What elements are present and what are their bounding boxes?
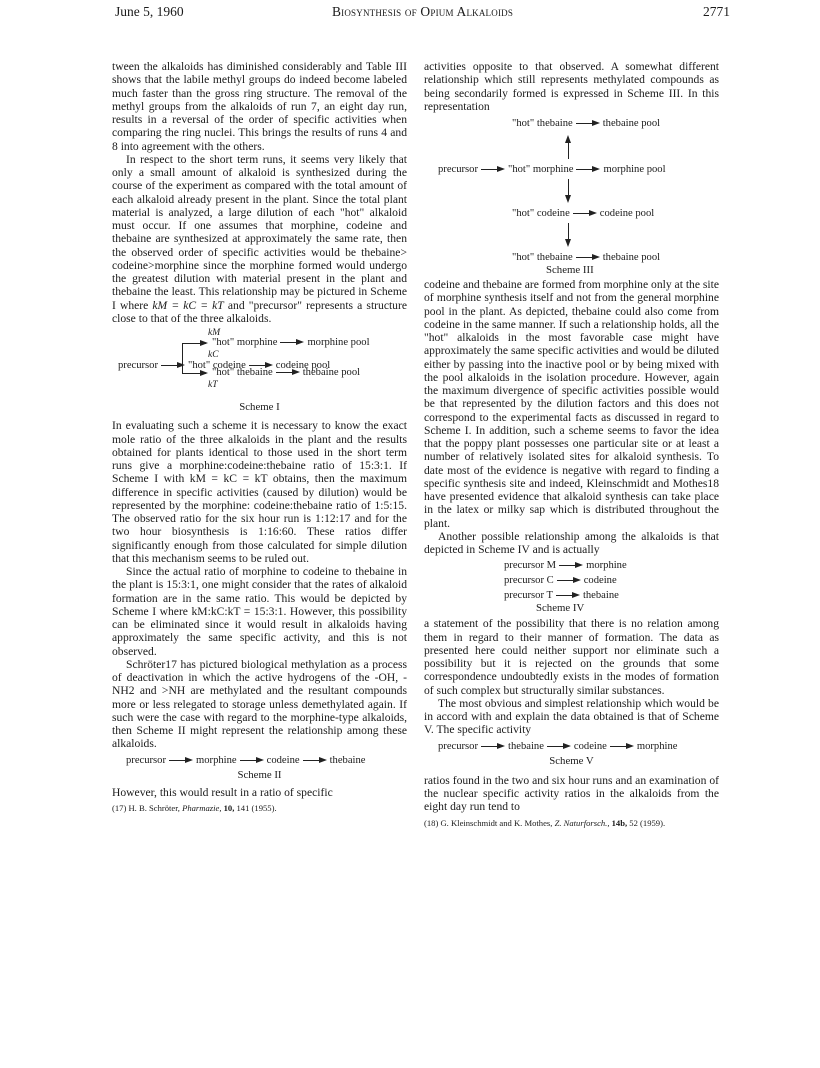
right-paragraph-2: codeine and thebaine are formed from morphine only at the site of morphine synthesis itself and not from the general morphine pool in the plant. As depicted, thebaine could also come from codeine in the same manner. If such a relationship holds, all the "hot" alkaloids in the most favorable case might have approximately the same specific activities and would be diluted either by passing into the inactive pool or by being mixed with the pool alkaloids in the isolation procedure. However, again the maximum divergence of specific activities possible would be that represented by the dilution factors and this does not correspond to the experimental facts as discussed in regard to Scheme I. In addition, such a scheme seems to favor the idea that the poppy plant possesses one particular site or at least a number of relatively isolated sites for alkaloid synthesis. To date most of the evidence is negative with regard to finding a specific synthesis site and indeed, Kleinschmidt and Mothes18 have presented evidence that alkaloid synthesis can take place in the latex or milky sap which is distributed throughout the plant. (424, 278, 719, 530)
scheme-1-thebaine-pool: thebaine pool (302, 367, 361, 378)
left-paragraph-1: tween the alkaloids has diminished considerably and Table III shows that the labile methyl groups do indeed become labeled much faster than the gross ring structure. The removal of the methyl groups from the alkaloids of run 7, an eight day run, results in a reversal of the order of specific activities when comparing the ring nuclei. This brings the results of runs 4 and 8 into agreement with the others. (112, 60, 407, 153)
scheme-5-caption: Scheme V (549, 754, 594, 767)
scheme-2-diagram (112, 754, 407, 768)
scheme-4-morphine: morphine (586, 560, 627, 572)
right-column (424, 60, 719, 828)
scheme-3-caption: Scheme III (546, 264, 594, 276)
scheme-2-thebaine: thebaine (329, 754, 366, 766)
footnote-18: (18) G. Kleinschmidt and K. Mothes, Z. Naturforsch., 14b, 52 (1959). (424, 817, 666, 828)
scheme-3-precursor: precursor (438, 164, 479, 175)
left-paragraph-3: In evaluating such a scheme it is necessary to know the exact mole ratio of the three alkaloids in the plant and the results obtained for plants identical to those used in the short term runs give a morphine:codeine:thebaine ratio of 15:3:1. If Scheme I with kM = kC = kT obtains, then the maximum difference in specific activities (caused by dilution) would be represented by the morphine: codeine:thebaine ratio of 1:5:15. The observed ratio for the six hour run is 1:12:17 and for the two hour biosynthesis is 1:16:60. These ratios differ significantly enough from those calculated for simple dilution that this mechanism seems to be ruled out. (112, 419, 407, 565)
footnote-17: (17) H. B. Schröter, Pharmazie, 10, 141 (1955). (112, 803, 277, 813)
scheme-2-precursor: precursor (126, 754, 167, 766)
left-paragraph-5: Schröter17 has pictured biological methylation as a process of deactivation in which the active hydrogens of the -OH, -NH2 and >NH are methylated and the resultant compounds more or less relegated to storage unless demethylated again. If such were the case with regard to the morphine-type alkaloids, then Scheme II might represent the relationship among these alkaloids. (112, 657, 407, 751)
scheme-1-diagram (112, 327, 407, 399)
rate-equality: kM = kC = kT (152, 298, 224, 312)
left-paragraph-2: In respect to the short term runs, it seems very likely that only a small amount of alkaloid is synthesized during the course of the experiment as compared with the total amount of each alkaloid already present in the plant. Since the total plant material is analyzed, a large dilution of each "hot" alkaloid must occur. If one assumes that morphine, codeine and thebaine are synthesized at approximately the same rate, then the observed order of specific activities would be thebaine> codeine>morphine since the morphine formed would undergo the greatest dilution with material present in the plant and thebaine the least. This relationship may be pictured in Scheme I where kM = kC = kT and "precursor" represents a structure close to that of the three alkaloids. (112, 152, 407, 325)
right-paragraph-3: Another possible relationship among the alkaloids is that depicted in Scheme IV and is actually (424, 529, 719, 556)
scheme-4-precursor-t: precursor T (504, 590, 553, 602)
header-date: June 5, 1960 (115, 4, 184, 19)
scheme-3-hot-thebaine-top: "hot" thebaine (512, 118, 573, 129)
scheme-4-thebaine: thebaine (582, 590, 619, 602)
scheme-4-precursor-m: precursor M (504, 560, 557, 572)
scheme-5-precursor: precursor (438, 740, 479, 752)
scheme-4-precursor-c: precursor C (504, 575, 554, 587)
scheme-3-thebaine-pool-top: thebaine pool (602, 118, 661, 129)
left-paragraph-4: Since the actual ratio of morphine to codeine to thebaine in the plant is 15:3:1, one might consider that the rates of alkaloid formation are in the same ratio. This would be depicted by Scheme I where kM:kC:kT = 15:3:1. However, this possibility can be eliminated since it would result in alkaloids having approximately the same specific activity, and this is not observed. (112, 565, 407, 658)
right-paragraph-6: ratios found in the two and six hour runs and an examination of the nuclear specific activity ratios in the alkaloids from the eight day run tend to (424, 773, 719, 814)
scheme-5-diagram (424, 740, 719, 754)
scheme-1-kM: kM (208, 328, 221, 338)
scheme-1-precursor: precursor (118, 360, 159, 371)
scheme-1-kC: kC (208, 350, 219, 360)
scheme-1-hot-morphine: "hot" morphine (212, 337, 278, 348)
scheme-5-morphine: morphine (636, 740, 678, 752)
scheme-4-diagram (424, 559, 719, 615)
scheme-3-hot-morphine: "hot" morphine (508, 164, 574, 175)
running-header (115, 4, 730, 20)
scheme-3-hot-thebaine-bottom: "hot" thebaine (512, 252, 573, 263)
scheme-2-morphine: morphine (196, 754, 237, 766)
header-title: Biosynthesis of Opium Alkaloids (331, 4, 514, 19)
left-column (112, 60, 407, 814)
right-paragraph-5: The most obvious and simplest relationship which would be in accord with and explain the data obtained is that of Scheme V. The specific activity (424, 696, 719, 737)
scheme-4-codeine: codeine (583, 575, 617, 587)
scheme-3-morphine-pool: morphine pool (603, 164, 666, 175)
scheme-1-caption: Scheme I (239, 401, 280, 413)
scheme-1-hot-codeine: "hot" codeine (188, 360, 246, 371)
scheme-1-kT: kT (208, 380, 218, 390)
scheme-5-thebaine: thebaine (508, 740, 544, 752)
right-paragraph-4: a statement of the possibility that there is no relation among them in regard to their manner of formation. The data as presented here could neither support nor eliminate such a possibility but it is rejected on the grounds that some correspondence undoubtedly exists in the modes of formation of such complex but structurally similar substances. (424, 617, 719, 697)
scheme-3-thebaine-pool-bottom: thebaine pool (602, 252, 661, 263)
left-paragraph-6: However, this would result in a ratio of specific (112, 785, 333, 799)
scheme-1-codeine-pool: codeine pool (275, 360, 331, 371)
scheme-5-codeine: codeine (573, 740, 607, 752)
scheme-3-codeine-pool: codeine pool (599, 208, 655, 219)
scheme-1-morphine-pool: morphine pool (307, 337, 370, 348)
scheme-2-caption: Scheme II (237, 768, 282, 781)
scheme-3-diagram (424, 117, 719, 277)
header-page-number: 2771 (703, 4, 730, 19)
scheme-3-hot-codeine: "hot" codeine (512, 208, 570, 219)
right-paragraph-1: activities opposite to that observed. A somewhat different relationship which still represents methylated compounds as being secondarily formed is expressed in Scheme III. In this representation (424, 60, 719, 113)
scheme-2-codeine: codeine (266, 754, 300, 766)
scheme-1-hot-thebaine: "hot" thebaine (212, 367, 273, 378)
scheme-4-caption: Scheme IV (536, 602, 585, 615)
